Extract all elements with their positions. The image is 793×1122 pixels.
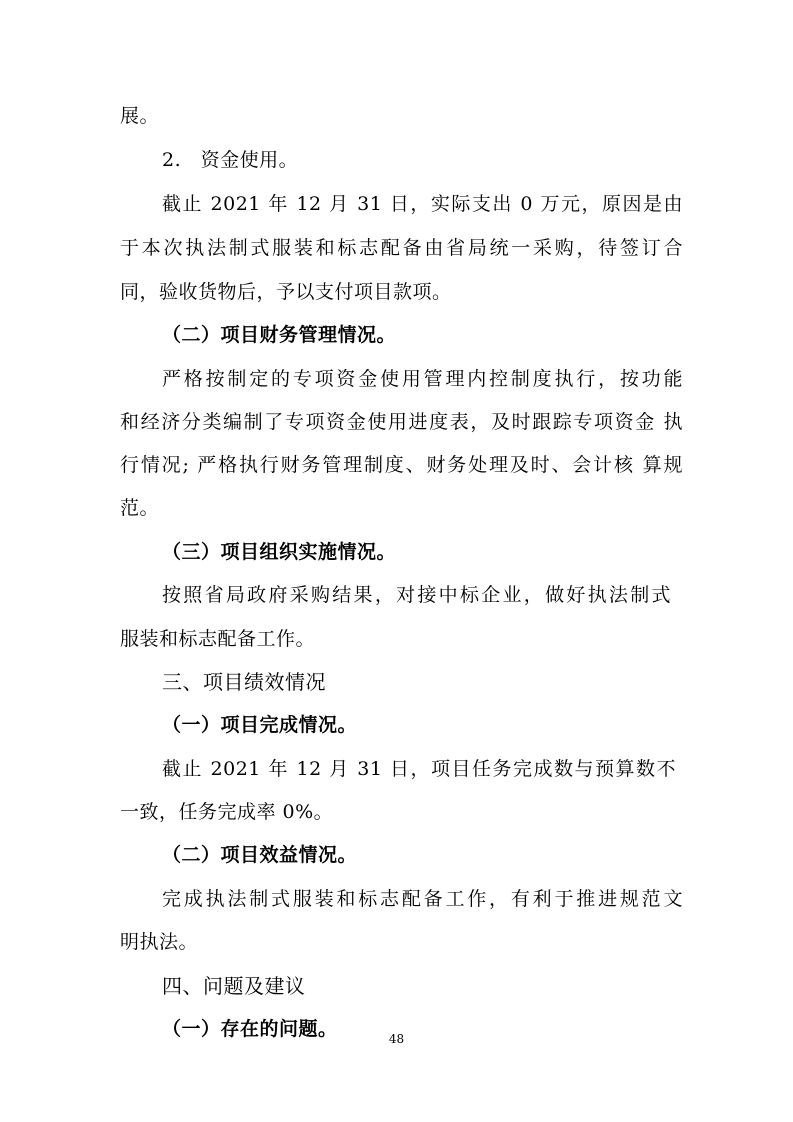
chapter-heading-performance: 三、项目绩效情况 [162,670,326,694]
page-number: 48 [388,1032,405,1046]
paragraph-line: 一致，任务完成率 0%。 [120,801,334,823]
paragraph-line: 明执法。 [120,931,199,953]
paragraph-line: 截止 2021 年 12 月 31 日，实际支出 0 万元，原因是由 [162,193,683,215]
paragraph-line: 同，验收货物后，予以支付项目款项。 [120,281,452,303]
paragraph-line: 行情况; 严格执行财务管理制度、财务处理及时、会计核 算规 [120,454,683,476]
paragraph-line: 严格按制定的专项资金使用管理内控制度执行，按功能 [162,368,683,390]
section-heading-financial-management: （二）项目财务管理情况。 [162,324,397,346]
chapter-heading-issues: 四、问题及建议 [162,974,306,998]
section-heading-completion: （一）项目完成情况。 [162,714,358,736]
paragraph-line: 于本次执法制式服装和标志配备由省局统一采购，待签订合 [120,237,683,259]
paragraph-line: 和经济分类编制了专项资金使用进度表，及时跟踪专项资金 执 [120,411,683,433]
text-line-continuation: 展。 [120,105,160,127]
section-heading-implementation: （三）项目组织实施情况。 [162,541,397,563]
paragraph-line: 按照省局政府采购结果，对接中标企业，做好执法制式 [162,584,671,606]
paragraph-line: 范。 [120,497,160,519]
paragraph-line: 完成执法制式服装和标志配备工作，有利于推进规范文 [162,888,683,910]
section-heading-existing-problems: （一）存在的问题。 [162,1018,338,1040]
subheading-fund-usage: 2. 资金使用。 [162,149,299,171]
paragraph-line: 服装和标志配备工作。 [120,628,316,650]
section-heading-benefits: （二）项目效益情况。 [162,844,358,866]
paragraph-line: 截止 2021 年 12 月 31 日，项目任务完成数与预算数不 [162,758,676,780]
